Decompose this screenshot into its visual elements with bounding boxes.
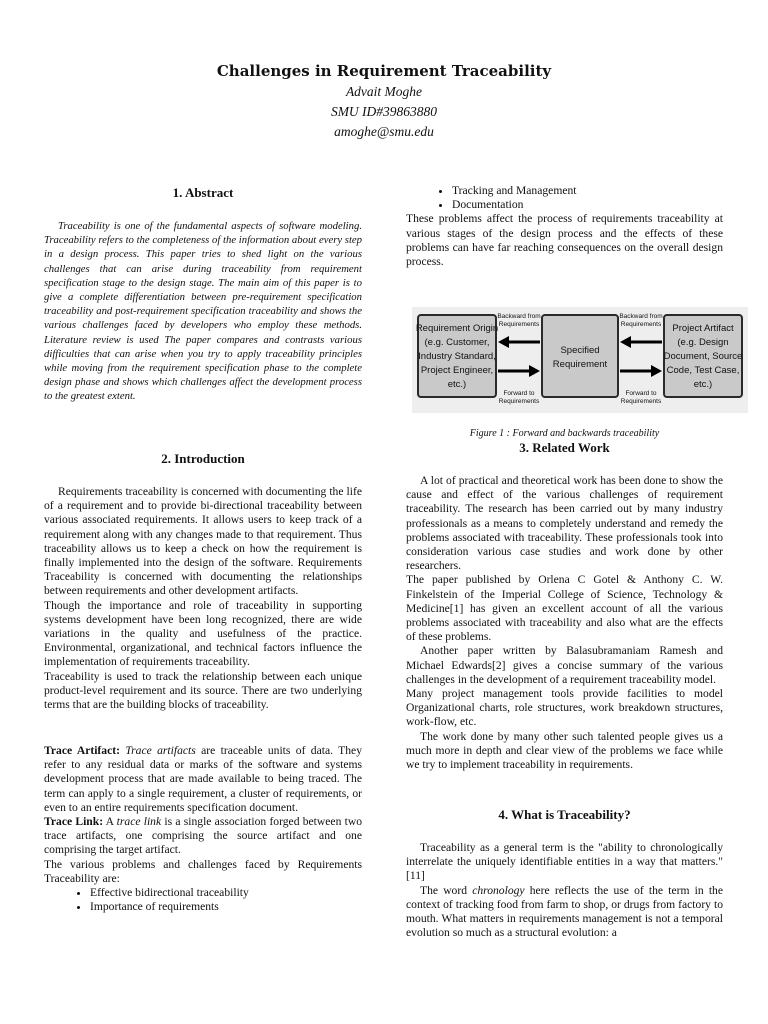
backward-label-right-1: Backward from <box>619 313 663 320</box>
figure-caption: Figure 1 : Forward and backwards traceability <box>469 428 660 439</box>
backward-label-right-2: Requirements <box>620 321 662 328</box>
list-item: • Tracking and Management <box>452 184 723 198</box>
origin-line-4: Project Engineer, <box>420 365 494 376</box>
traceability-figure <box>412 307 748 413</box>
list-item: • Importance of requirements <box>90 900 362 914</box>
artifact-line-4: Code, Test Case, <box>666 365 740 376</box>
forward-label-left-2: Requirements <box>498 398 540 405</box>
related-paragraph-1: A lot of practical and theoretical work has been done to show the cause and effect of the various challenges of requirement traceability. The research has been carried out by many industry professionals as a means to completely understand and remedy the problems associated with traceability. These professionals took into consideration various case studies and work done by other researchers. <box>406 474 723 573</box>
origin-line-3: Industry Standard, <box>418 351 496 362</box>
backward-label-left-1: Backward from <box>497 313 541 320</box>
introduction-heading: 2. Introduction <box>161 451 245 466</box>
artifact-line-5: etc.) <box>693 379 713 390</box>
related-paragraph-3: Another paper written by Balasubramaniam Ramesh and Michael Edwards[2] gives a concise summary of the various challenges in the development of a requirement traceability model. <box>406 644 723 686</box>
problems-list-right <box>406 184 723 212</box>
chronology-term: chronology <box>472 883 525 897</box>
related-paragraph-4: Many project management tools provide facilities to model Organizational charts, role structures, work breakdown structures, work-flow, etc. <box>406 687 723 729</box>
related-work-body <box>406 474 723 772</box>
origin-line-2: (e.g. Customer, <box>424 337 490 348</box>
paper-title: Challenges in Requirement Traceability <box>216 62 552 80</box>
origin-line-5: etc.) <box>447 379 467 390</box>
specified-requirement-box <box>542 315 618 397</box>
trace-link-italic: trace link <box>116 815 162 829</box>
trace-artifact-text: are traceable units of data. They refer to any residual data or marks of the software and systems development process that are made available to being traced. The term can apply to a single requirement, a cluster of requirements, or even to an entire requirements specification document. <box>44 744 362 814</box>
what-p2-rest: here reflects the use of the term in the context of tracking food from farm to shop, or drugs from factory to mouth. What matters in requirements management is not a temporal evolution so much as a structural evolution: a <box>406 883 723 940</box>
trace-definitions <box>44 744 362 914</box>
abstract-heading: 1. Abstract <box>172 185 234 200</box>
artifact-line-1: Project Artifact <box>672 323 734 334</box>
right-top-block <box>406 184 723 269</box>
introduction-body <box>44 485 362 712</box>
list-item: • Documentation <box>452 198 723 212</box>
trace-link-text: is a single association forged between two trace artifacts, one comprising the source artifact and one comprising the target artifact. <box>44 815 363 857</box>
trace-link-term: Trace Link: <box>44 815 104 829</box>
problems-effect-paragraph: These problems affect the process of requirements traceability at various stages of the design process and the effects of these problems can have far reaching consequences on the overall design process. <box>406 212 723 269</box>
intro-paragraph-2: Though the importance and role of traceability in supporting systems development have been long recognized, there are wide variations in the quality and usefulness of the practice. Environmental, organizational, and technical factors influence the implementation of requirements traceability. <box>44 598 362 669</box>
author-email: amoghe@smu.edu <box>334 124 434 139</box>
specified-line-2: Requirement <box>552 359 608 370</box>
author-id: SMU ID#39863880 <box>330 104 438 119</box>
problems-list-left <box>44 886 362 914</box>
what-p2-start: The word <box>420 883 473 897</box>
artifact-line-3: Document, Source <box>663 351 743 362</box>
related-paragraph-5: The work done by many other such talented people gives us a much more in depth and clear view of the problems we face while we try to implement traceability in requirements. <box>406 729 723 772</box>
author-name: Advait Moghe <box>345 84 423 99</box>
abstract-body <box>44 219 362 404</box>
what-paragraph-1: Traceability as a general term is the "ability to chronologically interrelate the uniquely identifiable entities in a way that matters."[11] <box>406 841 723 883</box>
what-is-traceability-body <box>406 841 723 940</box>
trace-link-paragraph <box>44 815 362 858</box>
related-paragraph-2: The paper published by Orlena C Gotel & Anthony C. W. Finkelstein of the Imperial College of Science, Technology & Medicine[1] has given an excellent account of all the various problems associated with traceability and also what are the effects of these problems. <box>406 573 723 644</box>
artifact-line-2: (e.g. Design <box>677 337 729 348</box>
forward-label-right-1: Forward to <box>625 390 657 397</box>
abstract-text: Traceability is one of the fundamental aspects of software modeling. Traceability refers to the completeness of the information about every step in a design process. This paper tries to shed light on the various challenges that can arise during traceability from requirement specification stage to the design stage. The main aim of this paper is to give a complete differentiation between pre-requirement specification traceability and post-requirement specification traceability and shows the various challenges faced by developers who employ these methods. Literature review is used The paper compares and contrasts various difficulties that can arise when you try to apply traceability principles while moving from the requirement specification phase to the complete design phase and shows which challenges affect the development process to the greatest extent. <box>44 220 362 403</box>
intro-paragraph-1: Requirements traceability is concerned with documenting the life of a requirement and to provide bi-directional traceability between various associated requirements. It allows users to keep track of a requirement along with any changes made to that requirement. Thus traceability allows us to keep a check on how the requirement is finally implemented into the design of the software. Requirements Traceability is concerned with documenting the relationships between requirements and other development artifacts. <box>44 485 362 598</box>
trace-artifact-term: Trace Artifact: <box>44 744 120 757</box>
intro-paragraph-3: Traceability is used to track the relationship between each unique product-level requirement and its source. There are two underlying terms that are the building blocks of traceability. <box>44 669 362 712</box>
what-is-traceability-heading: 4. What is Traceability? <box>498 807 631 822</box>
paper-header <box>0 62 768 142</box>
trace-artifact-italic: Trace artifacts <box>125 744 196 757</box>
trace-artifact-paragraph <box>44 744 362 815</box>
backward-label-left-2: Requirements <box>498 321 540 328</box>
specified-line-1: Specified <box>560 345 600 356</box>
forward-label-left-1: Forward to <box>503 390 535 397</box>
forward-label-right-2: Requirements <box>620 398 662 405</box>
problems-intro: The various problems and challenges faced by Requirements Traceability are: <box>44 857 362 885</box>
what-paragraph-2 <box>406 884 723 941</box>
related-work-heading: 3. Related Work <box>519 440 610 455</box>
list-item: • Effective bidirectional traceability <box>90 886 362 900</box>
origin-line-1: Requirement Origin <box>415 323 499 334</box>
trace-link-a: A <box>103 815 117 829</box>
